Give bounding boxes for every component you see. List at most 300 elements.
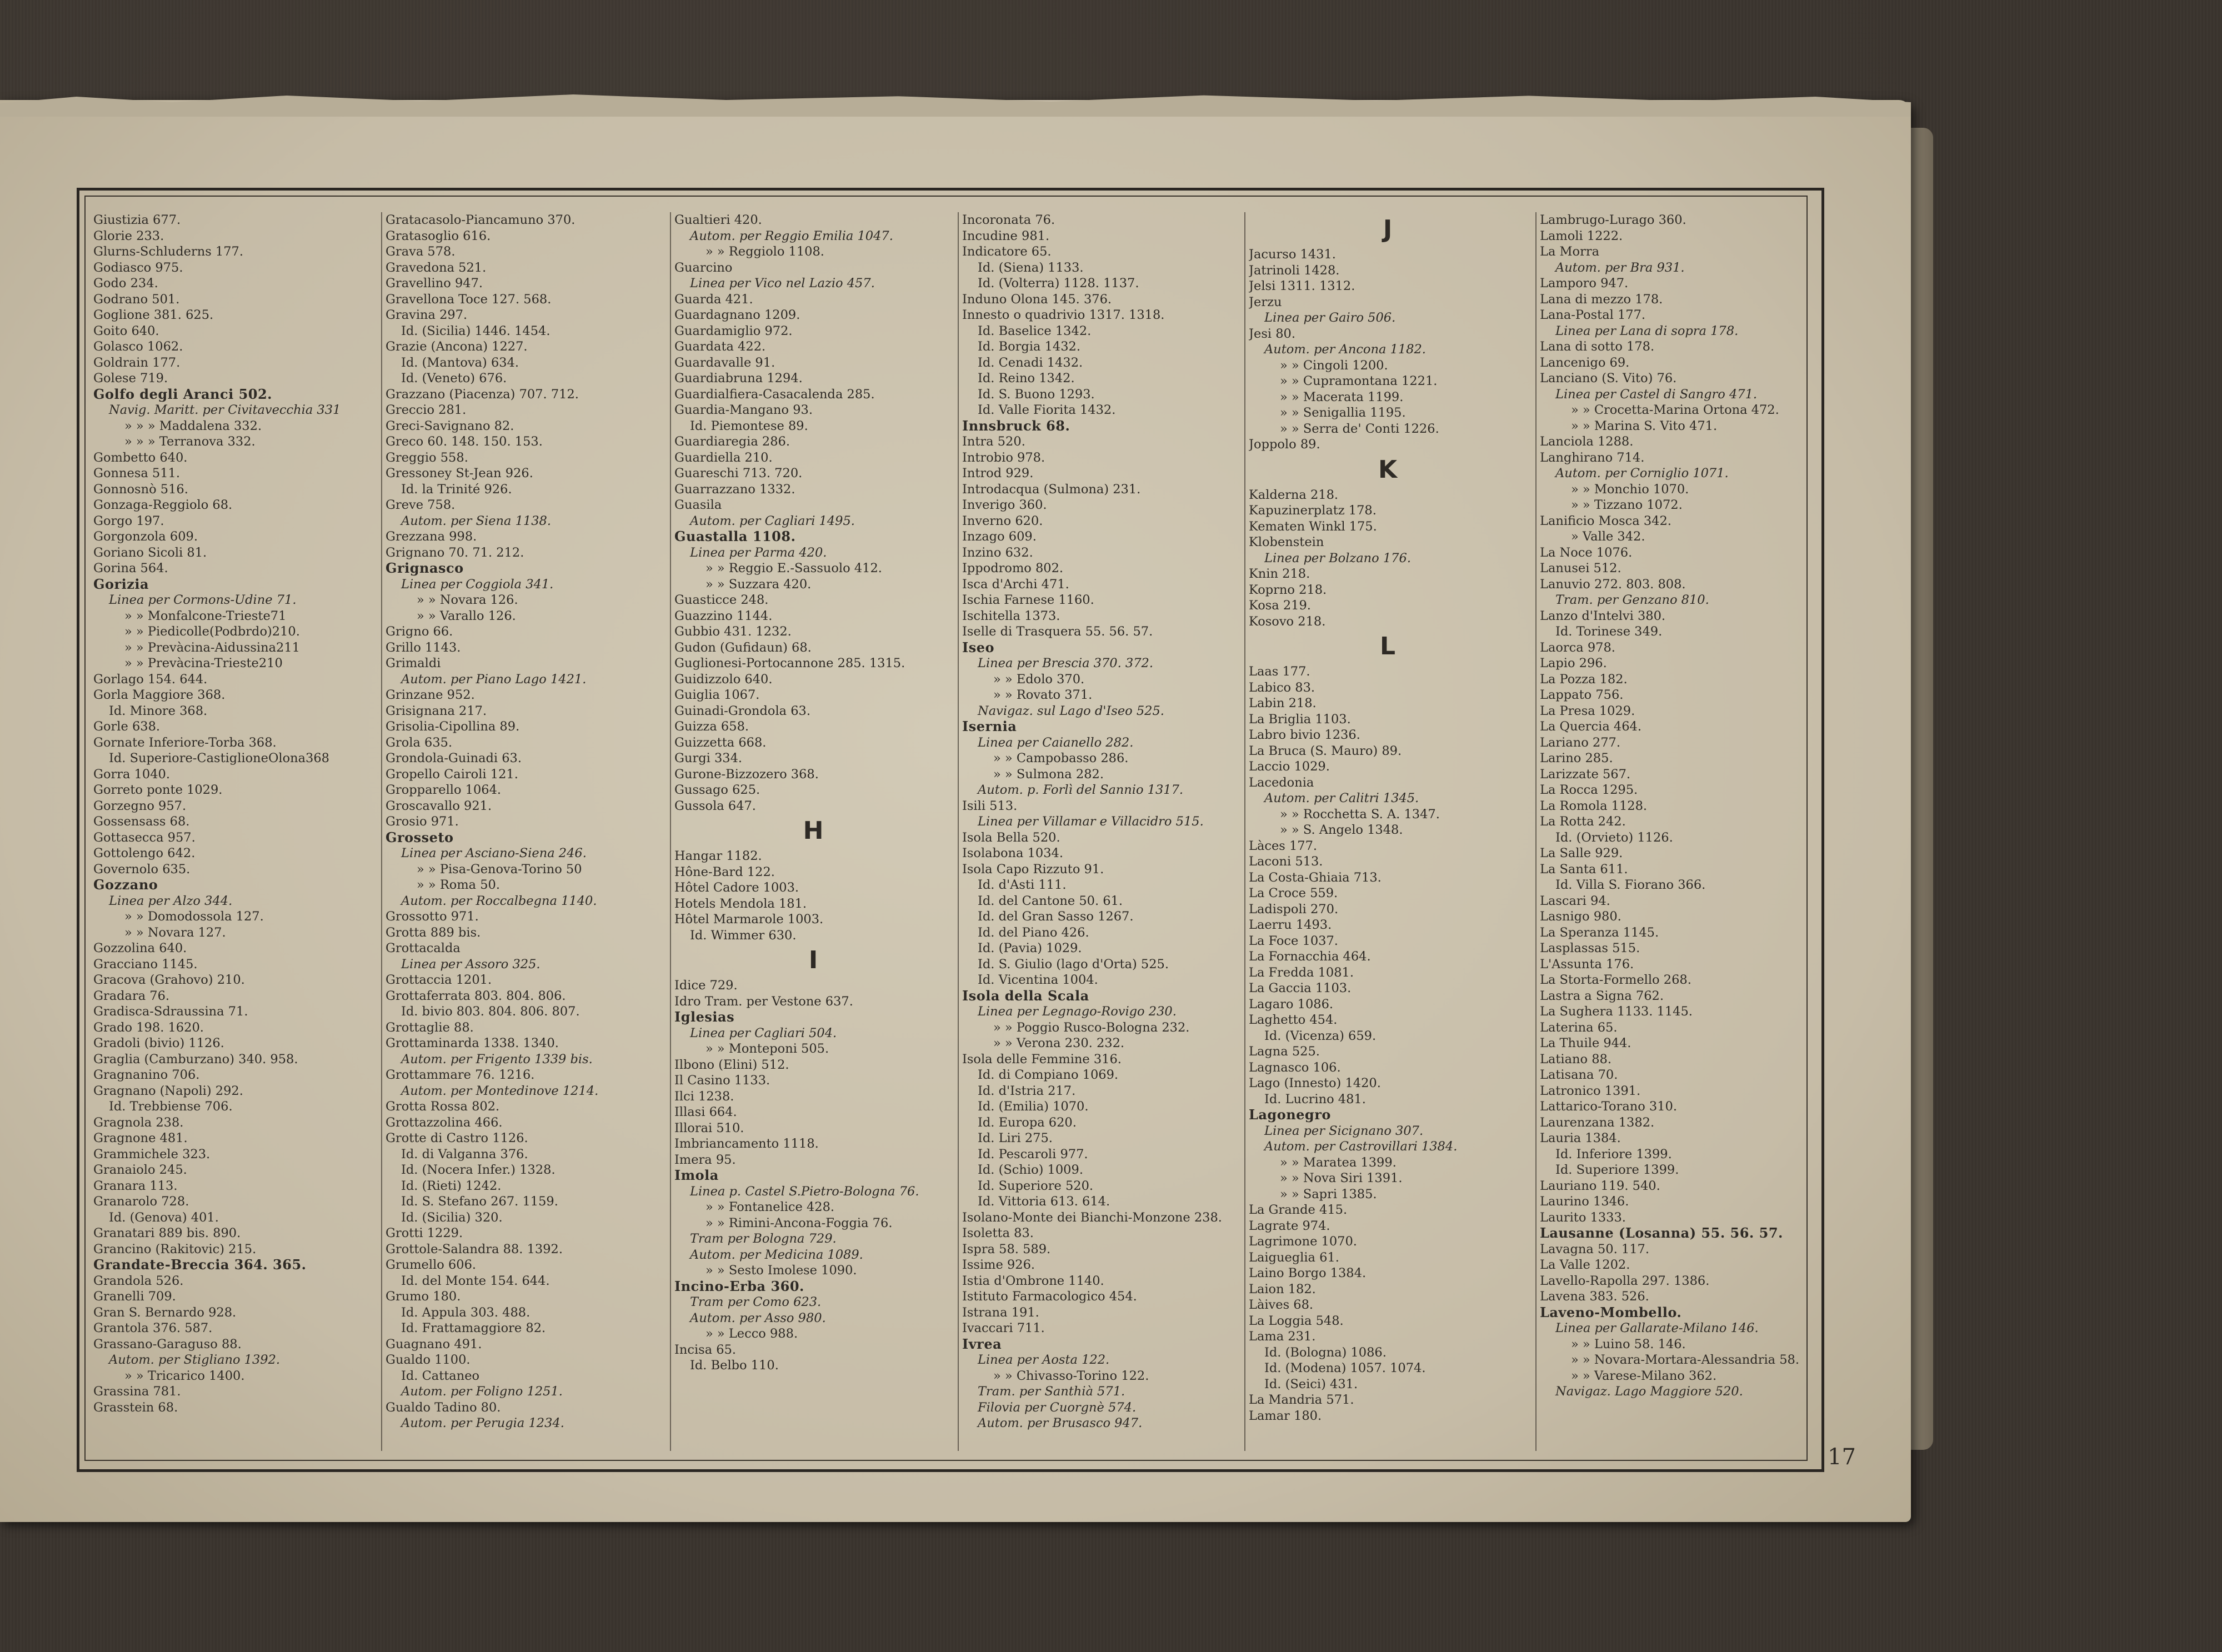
section-letter: I — [808, 946, 818, 974]
index-entry: Gurone-Bizzozero 368. — [674, 767, 819, 782]
index-entry: Gonnosnò 516. — [93, 482, 188, 497]
index-entry: Gracciano 1145. — [93, 957, 198, 972]
index-entry: La Gaccia 1103. — [1249, 981, 1352, 995]
index-entry: Id. del Cantone 50. 61. — [978, 893, 1123, 908]
index-entry: Navigaz. sul Lago d'Iseo 525. — [978, 703, 1164, 718]
column-rule — [1244, 212, 1245, 1451]
index-entry: Iselle di Trasquera 55. 56. 57. — [962, 624, 1153, 639]
index-heading: Iseo — [962, 639, 995, 655]
index-entry: Glurns-Schluderns 177. — [93, 244, 244, 259]
index-entry: La Fornacchia 464. — [1249, 949, 1371, 964]
index-entry: » » Luino 58. 146. — [1571, 1336, 1686, 1351]
index-entry: La Grande 415. — [1249, 1203, 1348, 1217]
index-entry: Granaiolo 245. — [93, 1163, 187, 1177]
index-entry: Id. (Emilia) 1070. — [978, 1099, 1089, 1114]
index-entry: Autom. per Roccalbegna 1140. — [401, 893, 597, 908]
index-entry: La Costa-Ghiaia 713. — [1249, 870, 1382, 885]
index-entry: Autom. per Corniglio 1071. — [1555, 466, 1729, 480]
index-entry: La Croce 559. — [1249, 886, 1338, 900]
index-entry: Grotta 889 bis. — [386, 925, 481, 940]
index-entry: Istrana 191. — [962, 1305, 1039, 1320]
index-entry: Autom. per Reggio Emilia 1047. — [690, 228, 893, 243]
index-entry: » » Cupramontana 1221. — [1280, 374, 1438, 388]
index-entry: Guagnano 491. — [386, 1336, 482, 1351]
index-entry: » » Maratea 1399. — [1280, 1155, 1397, 1170]
index-entry: Id. Superiore-CastiglioneOlona368 — [109, 751, 329, 765]
index-column-2 — [386, 212, 663, 1445]
index-entry: Id. S. Stefano 267. 1159. — [401, 1194, 558, 1209]
index-entry: » » Suzzara 420. — [705, 577, 812, 592]
index-entry: » » Prevàcina-Trieste210 — [124, 656, 283, 670]
index-entry: Id. (Pavia) 1029. — [978, 941, 1082, 955]
index-entry: Id. S. Giulio (lago d'Orta) 525. — [978, 957, 1169, 972]
index-entry: Lana di mezzo 178. — [1540, 292, 1663, 307]
index-entry: Isola delle Femmine 316. — [962, 1052, 1122, 1067]
index-entry: » » Novara 127. — [124, 925, 226, 940]
index-entry: Gombetto 640. — [93, 450, 188, 465]
index-column-6 — [1540, 212, 1818, 1445]
index-entry: Gropello Cairoli 121. — [386, 767, 518, 782]
index-entry: » » » Terranova 332. — [124, 434, 256, 449]
index-heading: Golfo degli Aranci 502. — [93, 386, 273, 402]
index-entry: Governolo 635. — [93, 862, 191, 877]
index-entry: La Loggia 548. — [1249, 1313, 1344, 1328]
index-entry: Linea per Sicignano 307. — [1264, 1123, 1424, 1138]
index-heading: Lausanne (Losanna) 55. 56. 57. — [1540, 1225, 1783, 1241]
index-entry: Gorgo 197. — [93, 513, 164, 528]
index-entry: Grinzane 952. — [386, 688, 475, 702]
index-entry: » » Pisa-Genova-Torino 50 — [417, 862, 582, 877]
index-entry: » » Novara 126. — [417, 593, 518, 607]
index-entry: Inverno 620. — [962, 513, 1043, 528]
index-entry: Linea per Alzo 344. — [109, 893, 233, 908]
index-entry: Gorra 1040. — [93, 767, 171, 782]
index-heading: Incino-Erba 360. — [674, 1278, 804, 1294]
index-entry: Id. Cenadi 1432. — [978, 355, 1083, 370]
index-entry: Hôtel Marmarole 1003. — [674, 912, 824, 927]
index-entry: » » Senigallia 1195. — [1280, 406, 1406, 420]
index-entry: Grisolia-Cipollina 89. — [386, 719, 520, 734]
index-entry: Idro Tram. per Vestone 637. — [674, 994, 853, 1009]
index-entry: Grotte di Castro 1126. — [386, 1131, 528, 1145]
index-entry: L'Assunta 176. — [1540, 957, 1634, 972]
index-entry: Langhirano 714. — [1540, 450, 1645, 465]
index-entry: Labico 83. — [1249, 680, 1315, 695]
index-entry: Grazie (Ancona) 1227. — [386, 339, 528, 354]
index-entry: Id. Borgia 1432. — [978, 339, 1081, 354]
index-entry: Lama 231. — [1249, 1329, 1316, 1344]
index-entry: Gorlago 154. 644. — [93, 672, 208, 687]
index-entry: Gradoli (bivio) 1126. — [93, 1036, 224, 1050]
index-entry: Introd 929. — [962, 466, 1034, 480]
index-entry: Gurgi 334. — [674, 751, 743, 765]
index-entry: Laino Borgo 1384. — [1249, 1266, 1367, 1280]
index-entry: Latronico 1391. — [1540, 1083, 1641, 1098]
index-entry: » » Nova Siri 1391. — [1280, 1171, 1403, 1185]
index-entry: Autom. per Asso 980. — [690, 1310, 826, 1325]
index-entry: Greci-Savignano 82. — [386, 418, 514, 433]
index-entry: Hôtel Cadore 1003. — [674, 880, 799, 895]
index-entry: Godiasco 975. — [93, 260, 183, 275]
index-entry: La Storta-Formello 268. — [1540, 973, 1691, 987]
index-entry: » » Fontanelice 428. — [705, 1200, 835, 1214]
index-entry: Linea per Castel di Sangro 471. — [1555, 387, 1758, 402]
index-entry: Id. di Valganna 376. — [401, 1147, 528, 1162]
index-entry: Autom. p. Forlì del Sannio 1317. — [978, 783, 1184, 797]
index-entry: » » Campobasso 286. — [993, 751, 1129, 765]
index-entry: » » Tizzano 1072. — [1571, 498, 1683, 512]
index-entry: Laerru 1493. — [1249, 918, 1332, 932]
index-entry: Isolano-Monte dei Bianchi-Monzone 238. — [962, 1210, 1222, 1225]
index-entry: Id. Liri 275. — [978, 1131, 1053, 1145]
index-entry: Linea per Coggiola 341. — [401, 577, 554, 592]
index-entry: Gravina 297. — [386, 308, 468, 322]
index-entry: Hône-Bard 122. — [674, 864, 775, 879]
index-entry: Gornate Inferiore-Torba 368. — [93, 735, 277, 750]
index-entry: Tram per Bologna 729. — [690, 1232, 837, 1246]
index-entry: » » Edolo 370. — [993, 672, 1085, 687]
index-entry: » Valle 342. — [1571, 529, 1645, 544]
index-entry: Godo 234. — [93, 276, 158, 291]
index-entry: Laconi 513. — [1249, 854, 1323, 869]
index-entry: Innesto o quadrivio 1317. 1318. — [962, 308, 1165, 322]
section-letter: L — [1379, 632, 1396, 660]
index-entry: Gualtieri 420. — [674, 213, 762, 227]
index-entry: » » Crocetta-Marina Ortona 472. — [1571, 403, 1779, 417]
index-entry: Id. S. Buono 1293. — [978, 387, 1095, 402]
index-entry: Lagrimone 1070. — [1249, 1234, 1357, 1249]
index-entry: Lanificio Mosca 342. — [1540, 513, 1671, 528]
index-entry: Golese 719. — [93, 371, 168, 386]
index-entry: La Thuile 944. — [1540, 1036, 1632, 1050]
section-letter: H — [803, 817, 824, 845]
index-entry: Knin 218. — [1249, 567, 1310, 581]
index-entry: Grillo 1143. — [386, 640, 461, 655]
index-entry: Grignano 70. 71. 212. — [386, 545, 524, 560]
index-entry: Imbriancamento 1118. — [674, 1137, 819, 1151]
index-entry: Id. (Sicilia) 320. — [401, 1210, 503, 1225]
index-entry: Grancino (Rakitovic) 215. — [93, 1241, 257, 1256]
index-entry: Laorca 978. — [1540, 640, 1615, 655]
index-entry: Granelli 709. — [93, 1289, 176, 1304]
index-entry: Autom. per Cagliari 1495. — [690, 513, 855, 528]
index-entry: Istia d'Ombrone 1140. — [962, 1273, 1104, 1288]
index-entry: » » Sapri 1385. — [1280, 1187, 1377, 1202]
index-entry: Ladispoli 270. — [1249, 902, 1339, 917]
index-entry: Hangar 1182. — [674, 849, 762, 863]
index-entry: Goito 640. — [93, 323, 159, 338]
index-entry: » » Poggio Rusco-Bologna 232. — [993, 1020, 1190, 1035]
index-entry: » » Prevàcina-Aidussina211 — [124, 640, 300, 655]
index-entry: Kosovo 218. — [1249, 614, 1326, 629]
index-entry: Lamoli 1222. — [1540, 228, 1623, 243]
index-entry: Gratacasolo-Piancamuno 370. — [386, 213, 575, 227]
index-entry: Labin 218. — [1249, 696, 1317, 710]
index-entry: Navigaz. Lago Maggiore 520. — [1555, 1384, 1743, 1399]
index-entry: Jatrinoli 1428. — [1249, 263, 1340, 278]
index-entry: Lagaro 1086. — [1249, 997, 1334, 1012]
index-entry: Lascari 94. — [1540, 893, 1610, 908]
index-entry: Grottammare 76. 1216. — [386, 1068, 535, 1082]
index-entry: Id. (Modena) 1057. 1074. — [1264, 1361, 1426, 1375]
index-entry: Lanuvio 272. 803. 808. — [1540, 577, 1686, 592]
index-entry: Gualdo 1100. — [386, 1353, 471, 1367]
index-entry: Godrano 501. — [93, 292, 180, 307]
index-column-4 — [962, 212, 1240, 1445]
index-entry: Grigno 66. — [386, 624, 453, 639]
index-entry: Guardiabruna 1294. — [674, 371, 803, 386]
index-entry: Grottaminarda 1338. 1340. — [386, 1036, 559, 1050]
index-heading: Lagonegro — [1249, 1107, 1331, 1123]
index-entry: Grottaccia 1201. — [386, 973, 492, 987]
index-entry: Guardamiglio 972. — [674, 323, 793, 338]
index-entry: » » Novara-Mortara-Alessandria 58. — [1571, 1353, 1799, 1367]
index-entry: Id. Vicentina 1004. — [978, 973, 1098, 987]
index-entry: Isca d'Archi 471. — [962, 577, 1069, 592]
index-entry: Gradisca-Sdraussina 71. — [93, 1004, 248, 1019]
index-entry: Id. Villa S. Fiorano 366. — [1555, 878, 1706, 892]
index-entry: Autom. per Piano Lago 1421. — [401, 672, 587, 687]
index-heading: Isola della Scala — [962, 988, 1089, 1004]
index-heading: Grosseto — [386, 829, 454, 845]
index-entry: Grisignana 217. — [386, 703, 487, 718]
index-entry: Laurino 1346. — [1540, 1194, 1629, 1209]
index-entry: » » Monfalcone-Trieste71 — [124, 608, 287, 623]
index-entry: Grotti 1229. — [386, 1226, 463, 1240]
index-entry: Lauria 1384. — [1540, 1131, 1621, 1145]
index-entry: Lauriano 119. 540. — [1540, 1178, 1660, 1193]
index-entry: Joppolo 89. — [1249, 437, 1320, 452]
index-entry: Gorgonzola 609. — [93, 529, 198, 544]
index-entry: Giustizia 677. — [93, 213, 181, 227]
index-entry: Laigueglia 61. — [1249, 1250, 1339, 1265]
index-entry: Id. Inferiore 1399. — [1555, 1147, 1672, 1162]
index-entry: Gorreto ponte 1029. — [93, 783, 223, 797]
index-entry: Grottaferrata 803. 804. 806. — [386, 988, 566, 1003]
index-entry: Guglionesi-Portocannone 285. 1315. — [674, 656, 905, 670]
index-entry: Gussago 625. — [674, 783, 760, 797]
index-entry: Laterina 65. — [1540, 1020, 1618, 1035]
index-entry: Id. Pescaroli 977. — [978, 1147, 1088, 1162]
index-entry: Indicatore 65. — [962, 244, 1052, 259]
index-entry: Laccio 1029. — [1249, 759, 1330, 774]
index-entry: Linea per Lana di sopra 178. — [1555, 323, 1739, 338]
index-entry: Grassano-Garaguso 88. — [93, 1336, 242, 1351]
column-rule — [670, 212, 671, 1451]
index-entry: Laghetto 454. — [1249, 1013, 1338, 1027]
index-entry: Ischitella 1373. — [962, 608, 1060, 623]
index-entry: Grottole-Salandra 88. 1392. — [386, 1241, 563, 1256]
index-entry: » » Verona 230. 232. — [993, 1036, 1125, 1050]
section-letter: K — [1378, 455, 1398, 484]
index-entry: La Rocca 1295. — [1540, 783, 1638, 797]
index-entry: » » Varese-Milano 362. — [1571, 1368, 1717, 1383]
index-entry: Greccio 281. — [386, 403, 467, 417]
index-entry: Id. (Orvieto) 1126. — [1555, 830, 1673, 845]
index-entry: Golasco 1062. — [93, 339, 183, 354]
index-entry: La Briglia 1103. — [1249, 712, 1351, 727]
index-entry: Làces 177. — [1249, 838, 1318, 853]
index-entry: Grava 578. — [386, 244, 456, 259]
index-entry: Id. (Veneto) 676. — [401, 371, 507, 386]
index-entry: Guarrazzano 1332. — [674, 482, 795, 497]
index-entry: Gran S. Bernardo 928. — [93, 1305, 237, 1320]
index-entry: Incisa 65. — [674, 1342, 737, 1357]
index-entry: Guardavalle 91. — [674, 355, 775, 370]
index-entry: Lasplassas 515. — [1540, 941, 1640, 955]
index-entry: Linea per Legnago-Rovigo 230. — [978, 1004, 1177, 1019]
index-heading: Grandate-Breccia 364. 365. — [93, 1257, 307, 1273]
index-entry: Gorla Maggiore 368. — [93, 688, 226, 702]
index-entry: Autom. per Perugia 1234. — [401, 1416, 564, 1430]
index-entry: Guasila — [674, 498, 722, 512]
index-entry: Ispra 58. 589. — [962, 1241, 1051, 1256]
index-entry: Introdacqua (Sulmona) 231. — [962, 482, 1141, 497]
index-entry: Linea per Bolzano 176. — [1264, 550, 1411, 565]
index-entry: Grammichele 323. — [93, 1147, 211, 1162]
index-heading: Gozzano — [93, 877, 158, 893]
index-entry: » » Reggiolo 1108. — [705, 244, 824, 259]
index-entry: Guardagnano 1209. — [674, 308, 800, 322]
index-entry: » » Rovato 371. — [993, 688, 1093, 702]
index-entry: Kosa 219. — [1249, 598, 1311, 613]
index-entry: Gossensass 68. — [93, 814, 190, 829]
index-entry: Ivaccari 711. — [962, 1321, 1045, 1335]
index-entry: » » Serra de' Conti 1226. — [1280, 421, 1439, 436]
index-entry: La Pozza 182. — [1540, 672, 1628, 687]
index-entry: Kematen Winkl 175. — [1249, 519, 1377, 534]
index-entry: » » Marina S. Vito 471. — [1571, 418, 1718, 433]
index-entry: Gottolengo 642. — [93, 846, 196, 860]
index-entry: Grazzano (Piacenza) 707. 712. — [386, 387, 579, 402]
section-letter: J — [1383, 215, 1393, 243]
index-entry: La Mandria 571. — [1249, 1393, 1354, 1407]
index-entry: Isola Bella 520. — [962, 830, 1060, 845]
index-entry: Lariano 277. — [1540, 735, 1621, 750]
index-entry: Jesi 80. — [1249, 326, 1296, 341]
index-entry: Incoronata 76. — [962, 213, 1055, 227]
index-entry: Id. Wimmer 630. — [690, 928, 797, 943]
index-entry: Lana-Postal 177. — [1540, 308, 1646, 322]
index-entry: Grimaldi — [386, 656, 441, 670]
index-entry: Gonzaga-Reggiolo 68. — [93, 498, 233, 512]
index-entry: Gottasecca 957. — [93, 830, 196, 845]
index-entry: Guarda 421. — [674, 292, 753, 307]
index-entry: Grado 198. 1620. — [93, 1020, 204, 1035]
index-entry: Hotels Mendola 181. — [674, 896, 807, 911]
index-heading: Laveno-Mombello. — [1540, 1304, 1682, 1320]
index-entry: Id. Vittoria 613. 614. — [978, 1194, 1110, 1209]
index-entry: Isoletta 83. — [962, 1226, 1034, 1240]
index-entry: Gragnano (Napoli) 292. — [93, 1083, 243, 1098]
page-number: 17 — [1828, 1444, 1856, 1470]
index-entry: La Morra — [1540, 244, 1600, 259]
index-entry: Tram. per Santhià 571. — [978, 1384, 1125, 1399]
index-entry: La Quercia 464. — [1540, 719, 1642, 734]
index-entry: Granara 113. — [93, 1178, 178, 1193]
index-entry: La Romola 1128. — [1540, 798, 1648, 813]
index-entry: Linea per Gairo 506. — [1264, 311, 1396, 325]
index-entry: Id. (Mantova) 634. — [401, 355, 519, 370]
index-entry: Grosio 971. — [386, 814, 459, 829]
index-entry: Grumo 180. — [386, 1289, 461, 1304]
index-entry: Inzino 632. — [962, 545, 1033, 560]
index-entry: Larizzate 567. — [1540, 767, 1631, 782]
index-entry: Groscavallo 921. — [386, 798, 492, 813]
index-entry: Gorina 564. — [93, 561, 168, 575]
index-entry: Linea per Asciano-Siena 246. — [401, 846, 587, 860]
index-entry: » » Rocchetta S. A. 1347. — [1280, 807, 1440, 822]
index-entry: Jacurso 1431. — [1249, 247, 1336, 262]
index-entry: Issime 926. — [962, 1258, 1035, 1272]
index-entry: Greve 758. — [386, 498, 456, 512]
index-entry: Gradara 76. — [93, 988, 170, 1003]
index-entry: Lasnigo 980. — [1540, 909, 1622, 924]
index-entry: Lacedonia — [1249, 775, 1314, 790]
index-entry: Lanusei 512. — [1540, 561, 1622, 575]
index-entry: Id. Europa 620. — [978, 1115, 1077, 1130]
index-entry: Guardia-Mangano 93. — [674, 403, 813, 417]
index-entry: Lastra a Signa 762. — [1540, 988, 1664, 1003]
index-entry: Ischia Farnese 1160. — [962, 593, 1094, 607]
index-entry: Id. Superiore 1399. — [1555, 1163, 1679, 1177]
index-entry: Isolabona 1034. — [962, 846, 1064, 860]
index-entry: Id. Reino 1342. — [978, 371, 1075, 386]
index-entry: Greco 60. 148. 150. 153. — [386, 434, 543, 449]
index-entry: Goriano Sicoli 81. — [93, 545, 207, 560]
index-entry: Gragnanino 706. — [93, 1068, 200, 1082]
index-entry: Id. (Rieti) 1242. — [401, 1178, 502, 1193]
index-entry: Gorzegno 957. — [93, 798, 187, 813]
index-entry: Lagna 525. — [1249, 1044, 1320, 1059]
index-entry: Autom. per Brusasco 947. — [978, 1416, 1143, 1430]
index-entry: » » Cingoli 1200. — [1280, 358, 1388, 373]
index-entry: » » Chivasso-Torino 122. — [993, 1368, 1149, 1383]
index-entry: Id. Frattamaggiore 82. — [401, 1321, 546, 1335]
index-entry: La Speranza 1145. — [1540, 925, 1659, 940]
index-entry: Laurito 1333. — [1540, 1210, 1626, 1225]
index-entry: Tram. per Genzano 810. — [1555, 593, 1709, 607]
index-entry: La Presa 1029. — [1540, 703, 1635, 718]
index-entry: Id. Superiore 520. — [978, 1178, 1094, 1193]
index-entry: Koprno 218. — [1249, 582, 1327, 597]
index-entry: Autom. per Montedinove 1214. — [401, 1083, 599, 1098]
index-entry: Navig. Maritt. per Civitavecchia 331 — [109, 403, 341, 417]
index-entry: Gravellino 947. — [386, 276, 483, 291]
index-entry: Lanciano (S. Vito) 76. — [1540, 371, 1677, 386]
index-entry: » » Sulmona 282. — [993, 767, 1104, 782]
index-entry: Grezzana 998. — [386, 529, 477, 544]
index-entry: Grondola-Guinadi 63. — [386, 751, 522, 765]
index-entry: Id. (Sicilia) 1446. 1454. — [401, 323, 551, 338]
index-entry: Laas 177. — [1249, 664, 1310, 679]
index-entry: Lavena 383. 526. — [1540, 1289, 1649, 1304]
column-rule — [958, 212, 959, 1451]
index-entry: Lamar 180. — [1249, 1408, 1322, 1423]
index-entry: Introbio 978. — [962, 450, 1045, 465]
index-entry: Guiglia 1067. — [674, 688, 760, 702]
index-entry: Lagnasco 106. — [1249, 1060, 1341, 1075]
index-entry: La Salle 929. — [1540, 846, 1623, 860]
index-entry: Greggio 558. — [386, 450, 468, 465]
index-entry: Goldrain 177. — [93, 355, 181, 370]
index-entry: Illasi 664. — [674, 1105, 737, 1119]
index-entry: Lanzo d'Intelvi 380. — [1540, 608, 1666, 623]
index-entry: Intra 520. — [962, 434, 1025, 449]
index-column-1 — [93, 212, 371, 1445]
index-entry: Gragnola 238. — [93, 1115, 184, 1130]
index-entry: Graglia (Camburzano) 340. 958. — [93, 1052, 298, 1067]
